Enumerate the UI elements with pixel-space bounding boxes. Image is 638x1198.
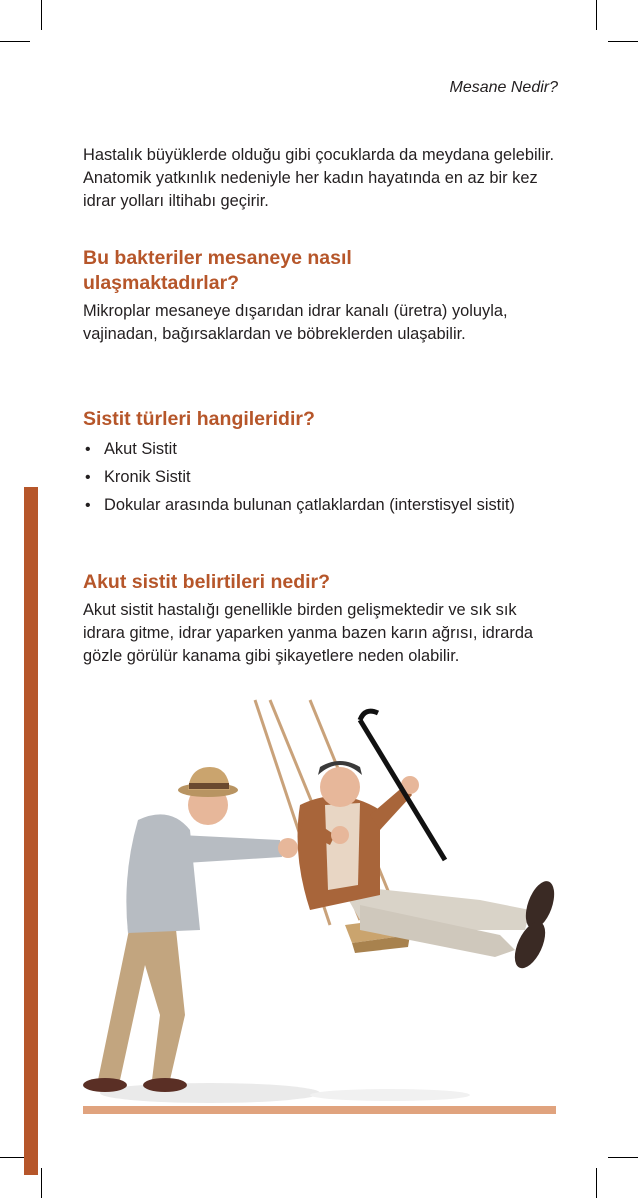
crop-mark (608, 41, 638, 42)
section-paragraph: Akut sistit hastalığı genellikle birden gelişmektedir ve sık sık idrara gitme, idrar yaparken yanma bazen karın ağrısı, idrarda gözle görülür kanama gibi şikayetlere neden olabilir. (83, 601, 534, 665)
types-list (83, 438, 563, 517)
section-paragraph: Mikroplar mesaneye dışarıdan idrar kanalı (üretra) yoluyla, vajinadan, bağırsaklardan ve böbreklerden ulaşabilir. (83, 302, 508, 343)
intro-block (83, 144, 563, 213)
list-item (83, 438, 563, 461)
bullet-icon: • (85, 469, 91, 486)
ground-bar (83, 1106, 556, 1114)
crop-mark (596, 1168, 597, 1198)
crop-mark (596, 0, 597, 30)
list-item-text: Dokular arasında bulunan çatlaklardan (interstisyel sistit) (104, 496, 515, 514)
section-types (83, 407, 563, 522)
page-header-title: Mesane Nedir? (449, 79, 558, 96)
elderly-men-swing-photo (60, 695, 580, 1110)
intro-paragraph: Hastalık büyüklerde olduğu gibi çocuklarda da meydana gelebilir. Anatomik yatkınlık nedeniyle her kadın hayatında en az bir kez idrar yolları iltihabı geçirir. (83, 146, 555, 210)
list-item (83, 466, 563, 489)
list-item (83, 494, 544, 517)
bullet-icon: • (85, 441, 91, 458)
crop-mark (0, 41, 30, 42)
section-heading: Bu bakteriler mesaneye nasıl ulaşmaktadırlar? (83, 247, 352, 294)
section-acute-symptoms (83, 570, 563, 668)
crop-mark (608, 1157, 638, 1158)
crop-mark (41, 1168, 42, 1198)
list-item-text: Akut Sistit (104, 440, 177, 458)
accent-side-bar (24, 487, 38, 1175)
crop-mark (41, 0, 42, 30)
bullet-icon: • (85, 497, 91, 514)
list-item-text: Kronik Sistit (104, 468, 191, 486)
section-heading: Sistit türleri hangileridir? (83, 408, 315, 430)
section-heading: Akut sistit belirtileri nedir? (83, 571, 331, 593)
section-bacteria (83, 246, 563, 346)
